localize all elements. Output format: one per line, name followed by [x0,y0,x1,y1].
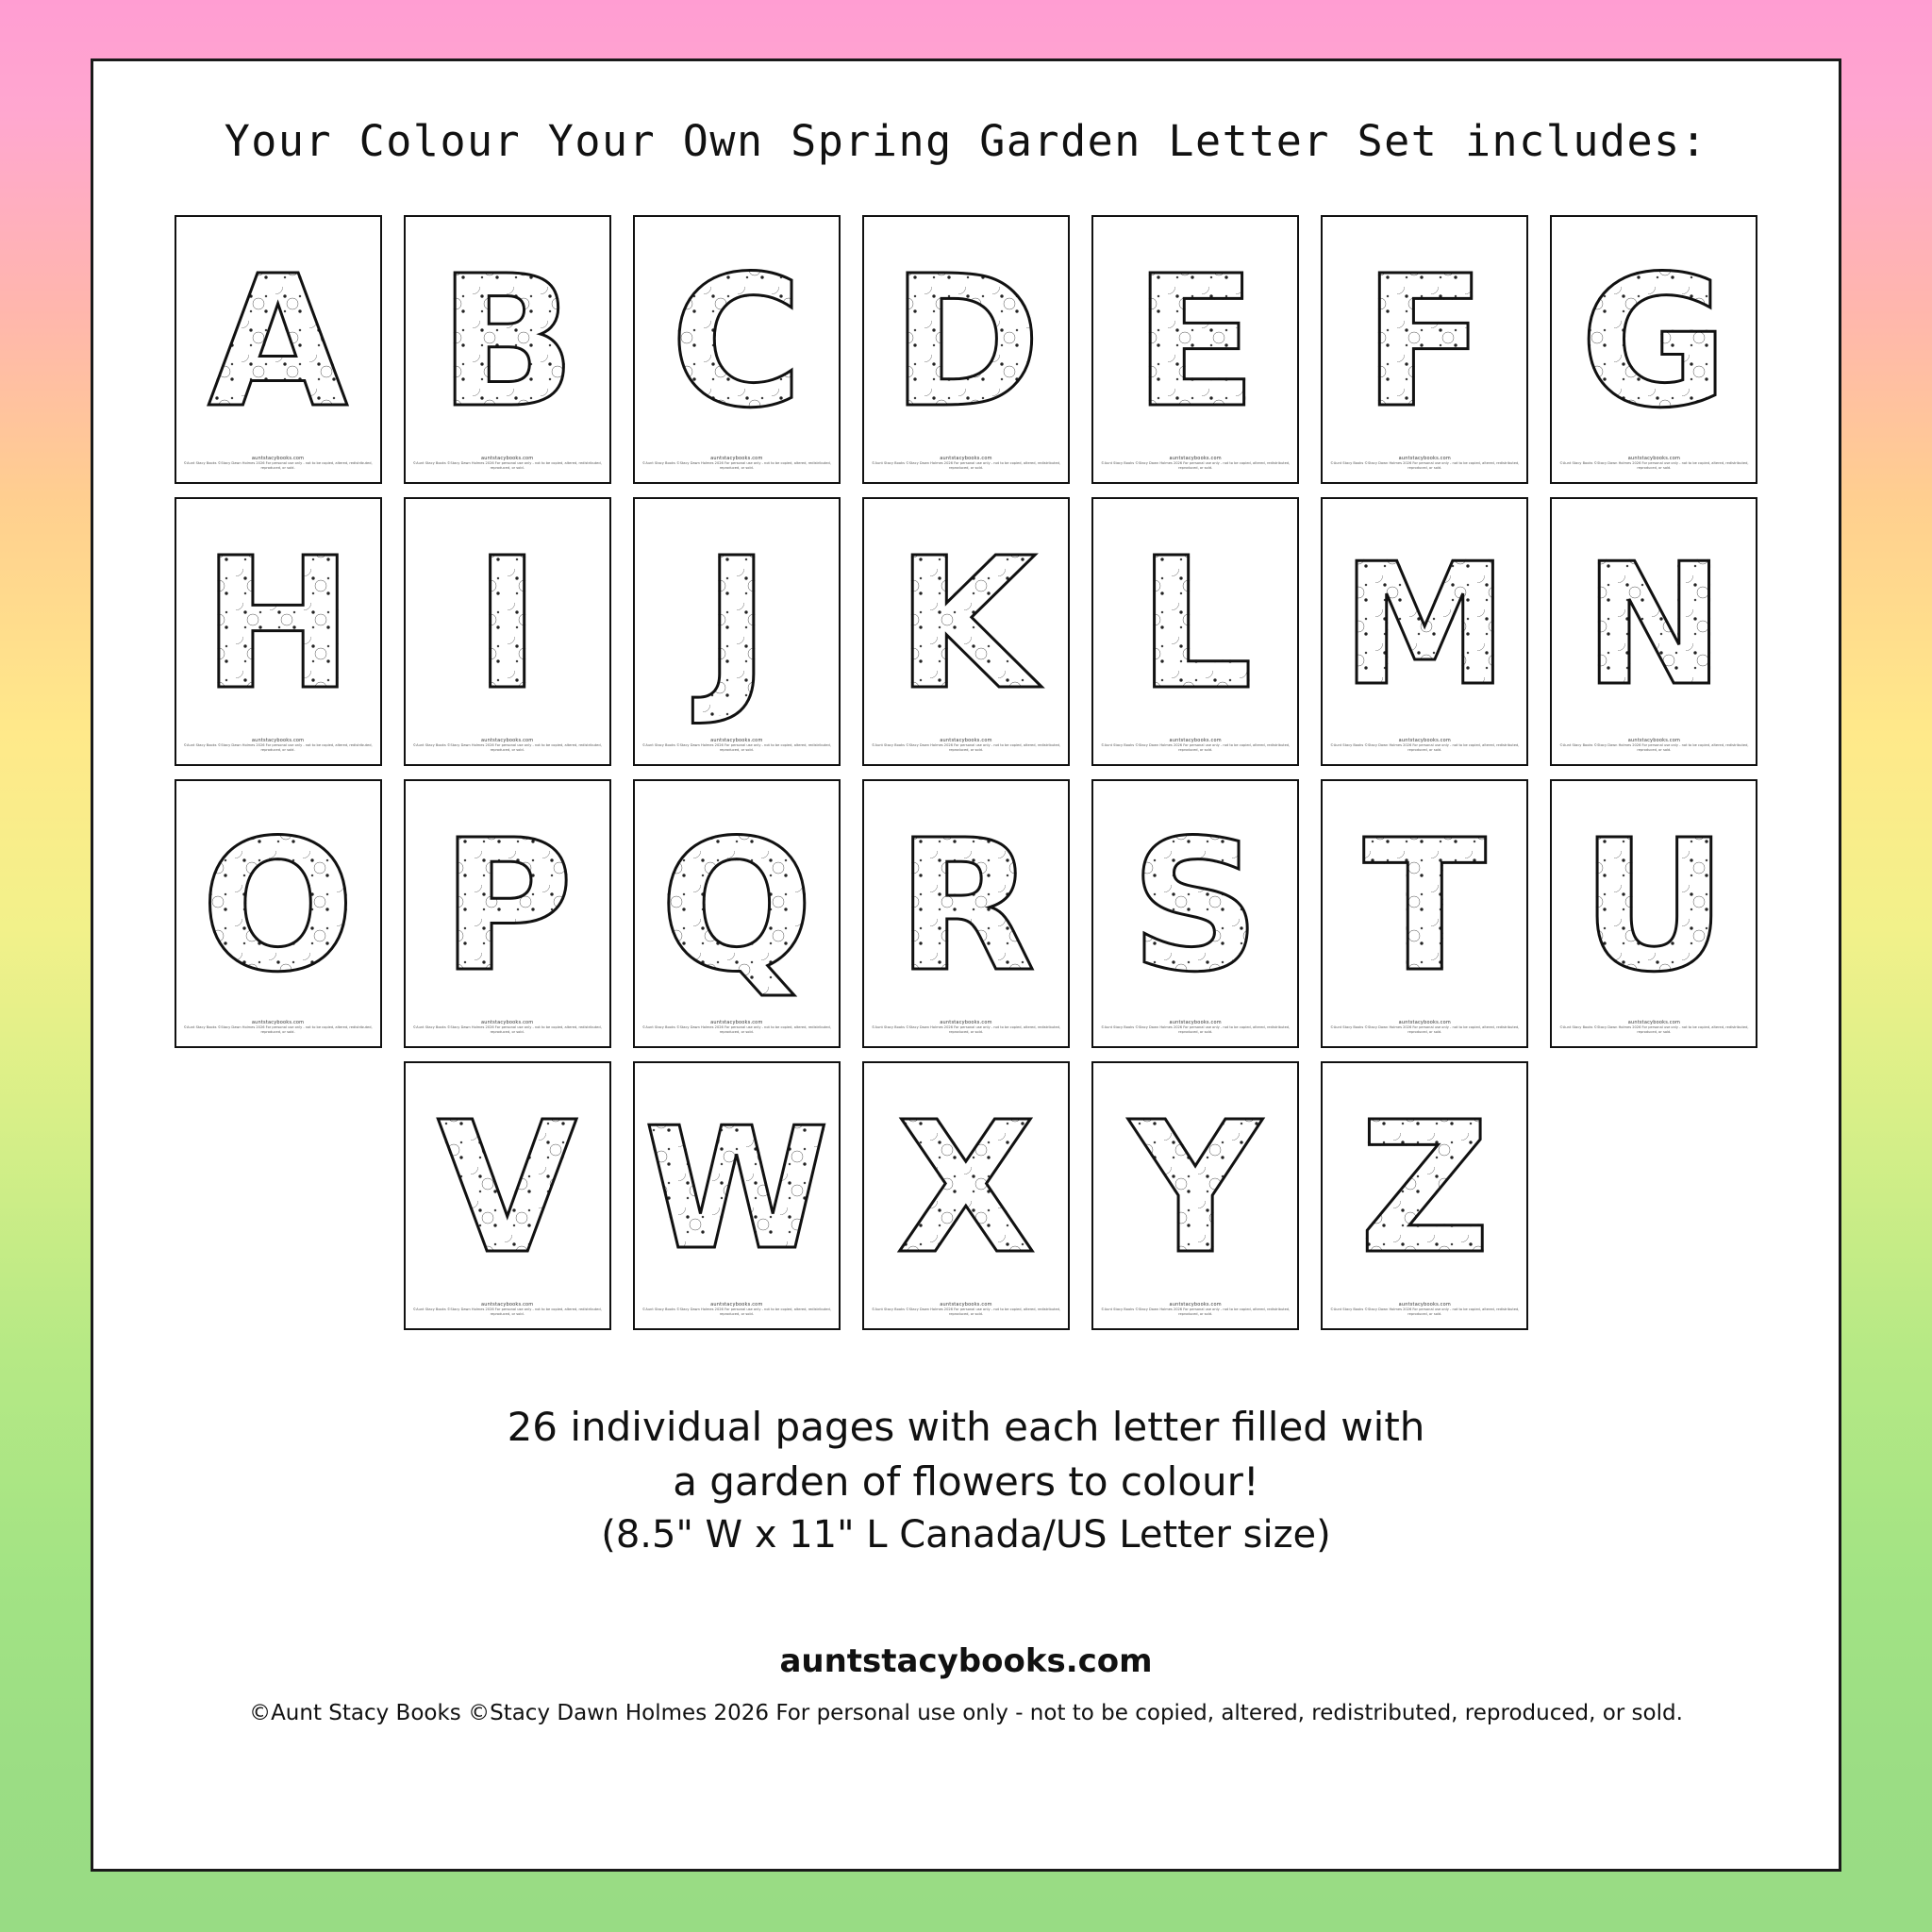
letter-glyph: T [1362,801,1487,1012]
card-site-caption: auntstacybooks.com [481,1302,534,1307]
website-link[interactable]: auntstacybooks.com [779,1642,1153,1681]
card-legal-caption: ©Aunt Stacy Books ©Stacy Dawn Holmes 2026 For personal use only - not to be copied, altered, redistributed, reproduced, or sold. [641,1025,831,1035]
letter-glyph: L [1137,519,1254,730]
card-site-caption: auntstacybooks.com [251,738,305,743]
card-legal-caption: ©Aunt Stacy Books ©Stacy Dawn Holmes 2026 For personal use only - not to be copied, altered, redistributed, reproduced, or sold. [183,461,373,471]
letter-card-y[interactable] [1091,1061,1299,1330]
letter-glyph: Q [659,801,814,1012]
card-site-caption: auntstacybooks.com [481,738,534,743]
card-legal-caption: ©Aunt Stacy Books ©Stacy Dawn Holmes 2026 For personal use only - not to be copied, altered, redistributed, reproduced, or sold. [412,1307,602,1317]
card-legal-caption: ©Aunt Stacy Books ©Stacy Dawn Holmes 2026 For personal use only - not to be copied, altered, redistributed, reproduced, or sold. [1101,461,1291,471]
letter-glyph: J [703,519,771,730]
card-site-caption: auntstacybooks.com [481,456,534,461]
card-legal-caption: ©Aunt Stacy Books ©Stacy Dawn Holmes 2026 For personal use only - not to be copied, altered, redistributed, reproduced, or sold. [871,1025,1061,1035]
letter-card-n[interactable] [1550,497,1757,766]
letter-glyph: H [202,519,354,730]
card-legal-caption: ©Aunt Stacy Books ©Stacy Dawn Holmes 2026 For personal use only - not to be copied, altered, redistributed, reproduced, or sold. [183,1025,373,1035]
letter-card-v[interactable] [404,1061,611,1330]
letter-glyph: P [441,801,575,1012]
letter-card-h[interactable] [175,497,382,766]
card-legal-caption: ©Aunt Stacy Books ©Stacy Dawn Holmes 2026 For personal use only - not to be copied, altered, redistributed, reproduced, or sold. [1330,461,1520,471]
card-legal-caption: ©Aunt Stacy Books ©Stacy Dawn Holmes 2026 For personal use only - not to be copied, altered, redistributed, reproduced, or sold. [1559,743,1749,753]
letter-card-t[interactable] [1321,779,1528,1048]
card-site-caption: auntstacybooks.com [940,1302,992,1307]
letter-glyph: W [643,1091,830,1287]
letter-preview-grid [169,215,1763,1048]
card-legal-caption: ©Aunt Stacy Books ©Stacy Dawn Holmes 2026 For personal use only - not to be copied, altered, redistributed, reproduced, or sold. [1330,743,1520,753]
letter-glyph: K [895,519,1037,730]
letter-card-q[interactable] [633,779,841,1048]
letter-card-i[interactable] [404,497,611,766]
letter-card-s[interactable] [1091,779,1299,1048]
letter-card-x[interactable] [862,1061,1070,1330]
letter-glyph: G [1579,237,1729,448]
card-site-caption: auntstacybooks.com [251,1020,305,1025]
card-legal-caption: ©Aunt Stacy Books ©Stacy Dawn Holmes 2026 For personal use only - not to be copied, altered, redistributed, reproduced, or sold. [641,743,831,753]
card-site-caption: auntstacybooks.com [251,456,305,461]
letter-glyph: F [1362,237,1487,448]
letter-card-a[interactable] [175,215,382,484]
letter-card-e[interactable] [1091,215,1299,484]
letter-glyph: R [896,801,1036,1012]
card-site-caption: auntstacybooks.com [940,738,992,743]
card-legal-caption: ©Aunt Stacy Books ©Stacy Dawn Holmes 2026 For personal use only - not to be copied, altered, redistributed, reproduced, or sold. [1559,1025,1749,1035]
card-site-caption: auntstacybooks.com [710,738,763,743]
card-site-caption: auntstacybooks.com [1627,1020,1681,1025]
description-line-3: (8.5" W x 11" L Canada/US Letter size) [601,1512,1331,1557]
letter-card-c[interactable] [633,215,841,484]
card-site-caption: auntstacybooks.com [710,456,763,461]
card-legal-caption: ©Aunt Stacy Books ©Stacy Dawn Holmes 2026 For personal use only - not to be copied, altered, redistributed, reproduced, or sold. [412,743,602,753]
card-site-caption: auntstacybooks.com [1169,1020,1222,1025]
letter-card-o[interactable] [175,779,382,1048]
card-legal-caption: ©Aunt Stacy Books ©Stacy Dawn Holmes 2026 For personal use only - not to be copied, altered, redistributed, reproduced, or sold. [871,1307,1061,1317]
letter-preview-grid-last-row [169,1061,1763,1330]
letter-card-f[interactable] [1321,215,1528,484]
card-site-caption: auntstacybooks.com [1169,456,1222,461]
card-site-caption: auntstacybooks.com [1169,1302,1222,1307]
card-legal-caption: ©Aunt Stacy Books ©Stacy Dawn Holmes 2026 For personal use only - not to be copied, altered, redistributed, reproduced, or sold. [412,461,602,471]
letter-glyph: X [895,1083,1036,1294]
card-legal-caption: ©Aunt Stacy Books ©Stacy Dawn Holmes 2026 For personal use only - not to be copied, altered, redistributed, reproduced, or sold. [412,1025,602,1035]
letter-card-m[interactable] [1321,497,1528,766]
letter-card-p[interactable] [404,779,611,1048]
description-line-1: 26 individual pages with each letter filled with [507,1404,1425,1450]
description-block [93,1400,1839,1561]
letter-glyph: Z [1358,1083,1491,1294]
card-site-caption: auntstacybooks.com [1398,1302,1451,1307]
card-legal-caption: ©Aunt Stacy Books ©Stacy Dawn Holmes 2026 For personal use only - not to be copied, altered, redistributed, reproduced, or sold. [641,461,831,471]
letter-card-z[interactable] [1321,1061,1528,1330]
card-site-caption: auntstacybooks.com [1169,738,1222,743]
card-legal-caption: ©Aunt Stacy Books ©Stacy Dawn Holmes 2026 For personal use only - not to be copied, altered, redistributed, reproduced, or sold. [871,743,1061,753]
letter-glyph: A [208,237,348,448]
letter-card-j[interactable] [633,497,841,766]
printable-sheet [91,58,1841,1872]
letter-card-b[interactable] [404,215,611,484]
card-site-caption: auntstacybooks.com [1398,738,1451,743]
card-legal-caption: ©Aunt Stacy Books ©Stacy Dawn Holmes 2026 For personal use only - not to be copied, altered, redistributed, reproduced, or sold. [641,1307,831,1317]
letter-card-u[interactable] [1550,779,1757,1048]
card-legal-caption: ©Aunt Stacy Books ©Stacy Dawn Holmes 2026 For personal use only - not to be copied, altered, redistributed, reproduced, or sold. [1330,1025,1520,1035]
card-legal-caption: ©Aunt Stacy Books ©Stacy Dawn Holmes 2026 For personal use only - not to be copied, altered, redistributed, reproduced, or sold. [1559,461,1749,471]
description-line-2: a garden of flowers to colour! [673,1457,1259,1505]
letter-card-w[interactable] [633,1061,841,1330]
letter-glyph: M [1341,526,1508,723]
card-site-caption: auntstacybooks.com [710,1020,763,1025]
letter-glyph: Y [1129,1083,1261,1294]
card-legal-caption: ©Aunt Stacy Books ©Stacy Dawn Holmes 2026 For personal use only - not to be copied, altered, redistributed, reproduced, or sold. [871,461,1061,471]
copyright-notice: ©Aunt Stacy Books ©Stacy Dawn Holmes 2026 For personal use only - not to be copied, altered, redistributed, reproduced, or sold. [249,1701,1683,1726]
letter-glyph: I [473,519,541,730]
card-site-caption: auntstacybooks.com [1398,1020,1451,1025]
letter-card-r[interactable] [862,779,1070,1048]
card-site-caption: auntstacybooks.com [481,1020,534,1025]
letter-glyph: E [1133,237,1257,448]
card-site-caption: auntstacybooks.com [940,456,992,461]
letter-glyph: S [1129,801,1261,1012]
letter-card-k[interactable] [862,497,1070,766]
letter-card-d[interactable] [862,215,1070,484]
card-site-caption: auntstacybooks.com [940,1020,992,1025]
card-site-caption: auntstacybooks.com [1627,456,1681,461]
letter-glyph: N [1583,526,1724,723]
card-site-caption: auntstacybooks.com [1627,738,1681,743]
letter-card-l[interactable] [1091,497,1299,766]
card-legal-caption: ©Aunt Stacy Books ©Stacy Dawn Holmes 2026 For personal use only - not to be copied, altered, redistributed, reproduced, or sold. [1330,1307,1520,1317]
letter-glyph: B [438,237,576,448]
card-legal-caption: ©Aunt Stacy Books ©Stacy Dawn Holmes 2026 For personal use only - not to be copied, altered, redistributed, reproduced, or sold. [183,743,373,753]
card-site-caption: auntstacybooks.com [710,1302,763,1307]
card-site-caption: auntstacybooks.com [1398,456,1451,461]
letter-glyph: O [200,801,356,1012]
letter-glyph: V [437,1083,577,1294]
letter-glyph: D [891,237,1041,448]
page-title: Your Colour Your Own Spring Garden Letter Set includes: [224,116,1708,166]
letter-card-g[interactable] [1550,215,1757,484]
letter-glyph: U [1580,801,1728,1012]
card-legal-caption: ©Aunt Stacy Books ©Stacy Dawn Holmes 2026 For personal use only - not to be copied, altered, redistributed, reproduced, or sold. [1101,1307,1291,1317]
card-legal-caption: ©Aunt Stacy Books ©Stacy Dawn Holmes 2026 For personal use only - not to be copied, altered, redistributed, reproduced, or sold. [1101,743,1291,753]
card-legal-caption: ©Aunt Stacy Books ©Stacy Dawn Holmes 2026 For personal use only - not to be copied, altered, redistributed, reproduced, or sold. [1101,1025,1291,1035]
letter-glyph: C [670,237,804,448]
